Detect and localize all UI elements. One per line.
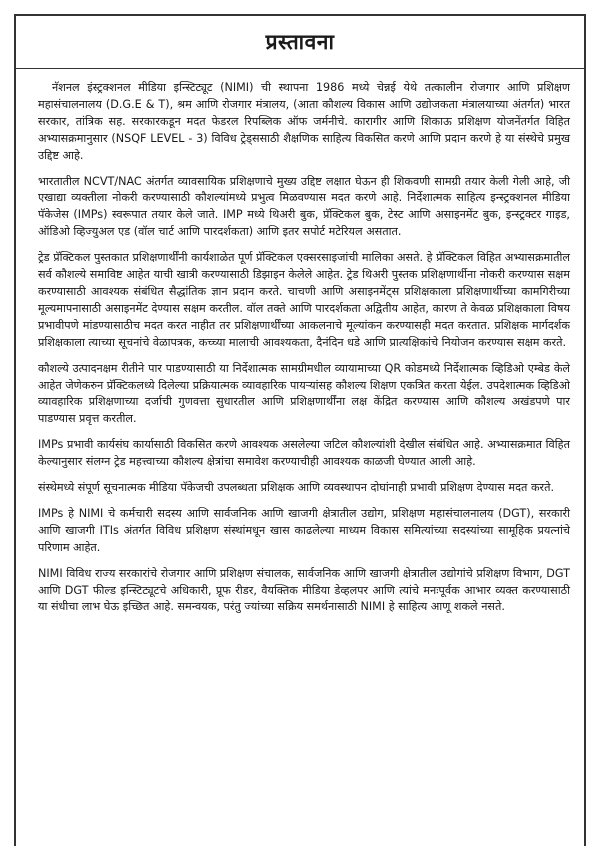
paragraph-acknowledgement: NIMI विविध राज्य सरकारांचे रोजगार आणि प्रशिक्षण संचालक, सार्वजनिक आणि खाजगी क्षेत्रातील उद्योगांचे प्रशिक्षण विभाग, DGT आणि DGT फील्ड इन्स्टिट्यूटचे अधिकारी, प्रूफ रीडर, वैयक्तिक मीडिया डेव्हलपर आणि त्यांचे मनःपूर्वक आभार व्यक्त करण्यासाठी या संधीचा लाभ घेऊ इच्छित आहे. समन्वयक, परंतु ज्यांच्या सक्रिय समर्थनासाठी NIMI हे साहित्य आणू शकले नसते.: [38, 566, 570, 614]
page-frame: [14, 14, 586, 846]
paragraph-imps-committee: IMPs हे NIMI चे कर्मचारी सदस्य आणि सार्वजनिक आणि खाजगी क्षेत्रातील उद्योग, प्रशिक्षण महासंचालनालय (DGT), सरकारी आणि खाजगी ITIs अंतर्गत विविध प्रशिक्षण संस्थांमधून खास काढलेल्या माध्यम विकास समित्यांच्या सदस्यांच्या सामूहिक प्रयत्नांचे परिणाम आहेत.: [38, 506, 570, 554]
paragraph-nimi-establishment: नॅशनल इंस्ट्रक्शनल मीडिया इन्स्टिट्यूट (NIMI) ची स्थापना 1986 मध्ये चेन्नई येथे तत्कालीन रोजगार आणि प्रशिक्षण महासंचालनालय (D.G.E & T), श्रम आणि रोजगार मंत्रालय, (आता कौशल्य विकास आणि उद्योजकता मंत्रालयाच्या अंतर्गत) भारत सरकार, तांत्रिक सह. सरकारकडून मदत फेडरल रिपब्लिक ऑफ जर्मनीचे. कारागीर आणि शिकाऊ प्रशिक्षण योजनेंतर्गत विहित अभ्यासक्रमानुसार (NSQF LEVEL - 3) विविध ट्रेड्ससाठी शैक्षणिक साहित्य विकसित करणे आणि प्रदान करणे हे या संस्थेचे प्रमुख उद्दिष्ट आहे.: [38, 81, 570, 162]
paragraph-media-package: संस्थेमध्ये संपूर्ण सूचनात्मक मीडिया पॅकेजची उपलब्धता प्रशिक्षक आणि व्यवस्थापन दोघांनाही प्रभावी प्रशिक्षण देण्यास मदत करते.: [38, 481, 555, 495]
title-bar: [16, 16, 584, 69]
paragraph-trade-practical: ट्रेड प्रॅक्टिकल पुस्तकात प्रशिक्षणार्थींनी कार्यशाळेत पूर्ण प्रॅक्टिकल एक्सरसाइजांची मालिका असते. हे प्रॅक्टिकल विहित अभ्यासक्रमातील सर्व कौशल्ये समाविष्ट आहेत याची खात्री करण्यासाठी डिझाइन केलेले आहेत. ट्रेड थिअरी पुस्तक प्रशिक्षणार्थीना नोकरी करण्यास सक्षम करण्यासाठी आवश्यक संबंधित सैद्धांतिक ज्ञान प्रदान करते. चाचणी आणि असाइनमेंट्स प्रशिक्षकाला प्रशिक्षणार्थीच्या कामगिरीच्या मूल्यमापनासाठी असाइनमेंट देण्यास सक्षम करतील. वॉल तक्ते आणि पारदर्शकता अद्वितीय आहेत, कारण ते केवळ प्रशिक्षकाला विषय प्रभावीपणे मांडण्यासाठीच मदत करत नाहीत तर प्रशिक्षणार्थींच्या आकलनाचे मूल्यांकन करण्यासही मदत करतात. प्रशिक्षक मार्गदर्शक प्रशिक्षकाला त्याच्या सूचनांचे वेळापत्रक, कच्च्या मालाची आवश्यकता, दैनंदिन धडे आणि प्रात्यक्षिकांचे नियोजन करण्यास सक्षम करते.: [38, 251, 570, 349]
page-title: प्रस्तावना: [265, 30, 335, 54]
paragraph-ncvt-objective: भारतातील NCVT/NAC अंतर्गत व्यावसायिक प्रशिक्षणाचे मुख्य उद्दिष्ट लक्षात घेऊन ही शिकवणी सामग्री तयार केली गेली आहे, जी एखाद्या व्यक्तीला नोकरी करण्यासाठी कौशल्यांमध्ये प्रभुत्व मिळवण्यास मदत करणे आहे. निर्देशात्मक साहित्य इन्स्ट्रक्शनल मीडिया पॅकेजेस (IMPs) स्वरूपात तयार केले जाते. IMP मध्ये थिअरी बुक, प्रॅक्टिकल बुक, टेस्ट आणि असाइनमेंट बुक, इन्स्ट्रक्टर गाइड, ऑडिओ व्हिज्युअल एड (वॉल चार्ट आणि पारदर्शकता) आणि इतर सपोर्ट मटेरियल असतात.: [38, 174, 570, 239]
paragraph-imps-skills: IMPs प्रभावी कार्यसंघ कार्यासाठी विकसित करणे आवश्यक असलेल्या जटिल कौशल्यांशी देखील संबंधित आहे. अभ्यासक्रमात विहित केल्यानुसार संलग्न ट्रेड महत्त्वाच्या कौशल्य क्षेत्रांचा समावेश करण्याचीही आवश्यक काळजी घेण्यात आली आहे.: [38, 438, 570, 469]
preface-body: [38, 80, 570, 625]
paragraph-qr-videos: कौशल्ये उत्पादनक्षम रीतीने पार पाडण्यासाठी या निर्देशात्मक सामग्रीमधील व्यायामाच्या QR कोडमध्ये निर्देशात्मक व्हिडिओ एम्बेड केले आहेत जेणेकरुन प्रॅक्टिकलध्ये दिलेल्या प्रक्रियात्मक व्यावहारिक पायऱ्यांसह कौशल्य शिक्षण एकत्रित करता येईल. उपदेशात्मक व्हिडिओ व्यावहारिक प्रशिक्षणाच्या दर्जाची गुणवत्ता सुधारतील आणि प्रशिक्षणार्थींना लक्ष केंद्रित करण्यास आणि कौशल्य अखंडपणे पार पाडण्यास प्रवृत्त करतील.: [38, 361, 570, 426]
